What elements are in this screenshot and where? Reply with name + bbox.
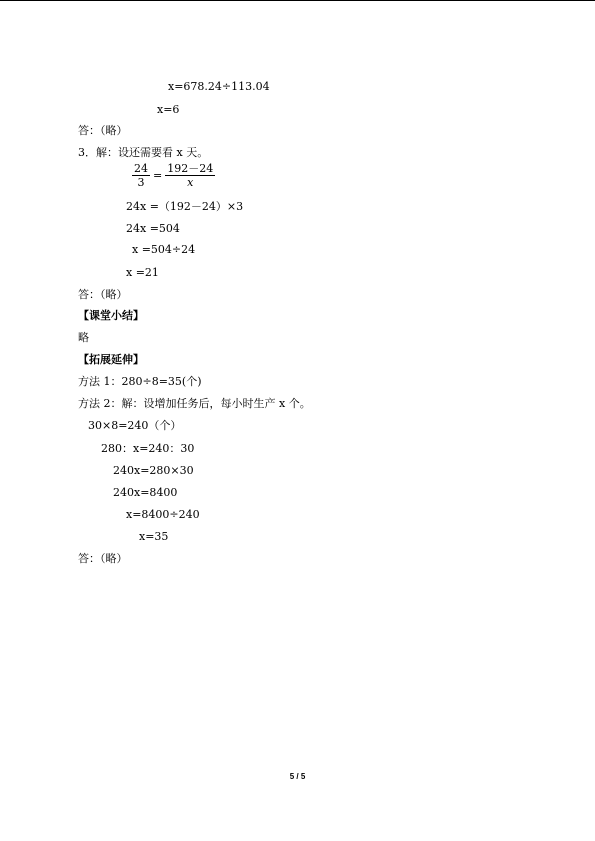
equation-line: x =504÷24 bbox=[132, 243, 196, 256]
method-1-line: 方法 1：280÷8=35(个) bbox=[78, 375, 202, 388]
equation-line: x =21 bbox=[126, 266, 159, 279]
page-number: 5 / 5 bbox=[289, 772, 306, 781]
fraction-equals: = bbox=[153, 169, 163, 182]
fraction-right bbox=[165, 162, 215, 189]
equation-line: 24x =（192－24）×3 bbox=[126, 200, 244, 213]
equation-line: 240x=8400 bbox=[113, 486, 178, 499]
equation-line: x=8400÷240 bbox=[126, 508, 200, 521]
fraction-right-numerator: 192－24 bbox=[167, 162, 214, 175]
equation-line: 30×8=240（个） bbox=[88, 419, 182, 432]
fraction-left-denominator: 3 bbox=[137, 176, 145, 189]
equation-line: 24x =504 bbox=[126, 222, 180, 235]
problem-3-heading: 3．解：设还需要看 x 天。 bbox=[78, 146, 209, 159]
fraction-left-numerator: 24 bbox=[134, 162, 148, 175]
section-heading-extension: 【拓展延伸】 bbox=[78, 353, 144, 366]
answer-line: 答：（略） bbox=[78, 288, 128, 301]
equation-line: x=678.24÷113.04 bbox=[168, 80, 270, 93]
answer-line: 答：（略） bbox=[78, 124, 128, 137]
equation-line: 280：x=240：30 bbox=[101, 442, 195, 455]
fraction-left bbox=[132, 162, 150, 189]
equation-line: x=35 bbox=[139, 530, 169, 543]
proportion-fraction bbox=[132, 162, 215, 189]
equation-line: x=6 bbox=[157, 103, 180, 116]
method-2-line: 方法 2：解：设增加任务后，每小时生产 x 个。 bbox=[78, 397, 311, 410]
equation-line: 240x=280×30 bbox=[113, 464, 194, 477]
answer-line: 答：（略） bbox=[78, 552, 128, 565]
fraction-right-denominator: x bbox=[187, 176, 194, 189]
top-border-line bbox=[0, 0, 595, 1]
summary-text: 略 bbox=[78, 331, 89, 344]
section-heading-summary: 【课堂小结】 bbox=[78, 309, 144, 322]
